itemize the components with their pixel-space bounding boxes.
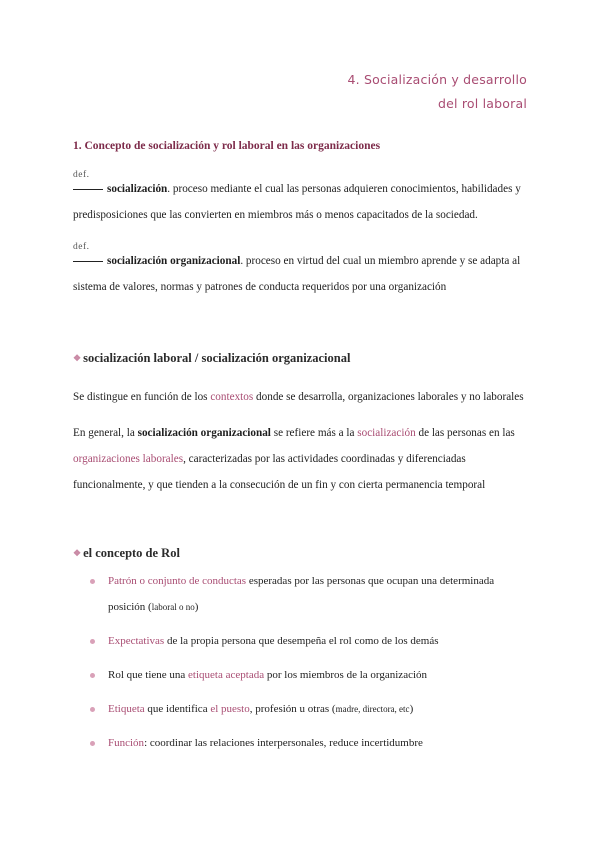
bullet-dot-icon xyxy=(90,579,95,584)
sub-heading-rol xyxy=(73,546,180,561)
list-item-text: Rol que tiene una xyxy=(108,669,189,681)
list-item-text: , profesión u otras ( xyxy=(249,703,336,715)
list-item-text: que identifica xyxy=(144,703,211,715)
paragraph-text: se refiere más a la xyxy=(270,427,358,439)
paragraph-text: Se distingue en función de los xyxy=(73,391,211,403)
bullet-dot-icon xyxy=(90,639,95,644)
rol-bullet-list xyxy=(90,568,530,764)
term: socialización organizacional xyxy=(107,255,241,267)
definition-text: sistema de valores, normas y patrones de conducta requeridos por una organización xyxy=(73,281,447,293)
definition-socializacion xyxy=(73,176,533,228)
list-item xyxy=(90,696,530,722)
list-item-text: : coordinar las relaciones interpersonales, reduce incertidumbre xyxy=(144,737,423,749)
term: socialización organizacional xyxy=(137,427,271,439)
dash-line xyxy=(73,189,103,190)
list-item xyxy=(90,662,530,688)
paragraph-en-general xyxy=(73,420,533,498)
diamond-icon: ❖ xyxy=(73,547,82,558)
definition-text: predisposiciones que las convierten en miembros más o menos capacitados de la sociedad. xyxy=(73,209,478,221)
def-label: def. xyxy=(73,170,90,180)
term: socialización xyxy=(107,183,168,195)
paragraph-text: , caracterizadas por las actividades coordinadas y diferenciadas xyxy=(183,453,466,465)
document-title-line2: del rol laboral xyxy=(437,96,527,111)
list-item-text: posición ( xyxy=(108,601,152,613)
paragraph-contextos xyxy=(73,384,533,410)
paragraph-text: donde se desarrolla, organizaciones laborales y no laborales xyxy=(253,391,524,403)
list-item-text: esperadas por las personas que ocupan una determinada xyxy=(246,575,495,587)
paragraph-text: funcionalmente, y que tienden a la consecución de un fin y con cierta permanencia temporal xyxy=(73,479,486,491)
paragraph-text: de las personas en las xyxy=(415,427,515,439)
paragraph-text: En general, la xyxy=(73,427,138,439)
list-item xyxy=(90,730,530,756)
def-label: def. xyxy=(73,242,90,252)
diamond-icon: ❖ xyxy=(73,352,82,363)
bullet-dot-icon xyxy=(90,707,95,712)
definition-text: . proceso mediante el cual las personas adquieren conocimientos, habilidades y xyxy=(167,183,521,195)
list-item-text: ) xyxy=(194,601,199,613)
list-item-text: ) xyxy=(409,703,414,715)
highlight-text: contextos xyxy=(210,391,254,403)
highlight-text: socialización xyxy=(357,427,416,439)
sub-heading-text: el concepto de Rol xyxy=(83,546,180,560)
section-heading-concepto: 1. Concepto de socialización y rol laboral en las organizaciones xyxy=(73,140,381,152)
list-item-text: por los miembros de la organización xyxy=(264,669,428,681)
list-item xyxy=(90,628,530,654)
small-note: laboral o no xyxy=(151,602,195,612)
bullet-dot-icon xyxy=(90,673,95,678)
highlight-text: Función xyxy=(108,737,145,749)
sub-heading-text: socialización laboral / socialización organizacional xyxy=(83,351,351,365)
bullet-dot-icon xyxy=(90,741,95,746)
highlight-text: Patrón o conjunto de conductas xyxy=(108,575,247,587)
highlight-text: Expectativas xyxy=(108,635,165,647)
sub-heading-socializacion xyxy=(73,351,350,366)
document-title-line1: 4. Socialización y desarrollo xyxy=(347,72,527,87)
list-item xyxy=(90,568,530,620)
small-note: madre, directora, etc xyxy=(335,704,410,714)
highlight-text: etiqueta aceptada xyxy=(188,669,265,681)
dash-line xyxy=(73,261,103,262)
highlight-text: organizaciones laborales xyxy=(73,453,184,465)
definition-text: . proceso en virtud del cual un miembro aprende y se adapta al xyxy=(240,255,521,267)
list-item-text: de la propia persona que desempeña el rol como de los demás xyxy=(164,635,439,647)
highlight-text: Etiqueta xyxy=(108,703,145,715)
highlight-text: el puesto xyxy=(210,703,250,715)
definition-socializacion-organizacional xyxy=(73,248,533,300)
